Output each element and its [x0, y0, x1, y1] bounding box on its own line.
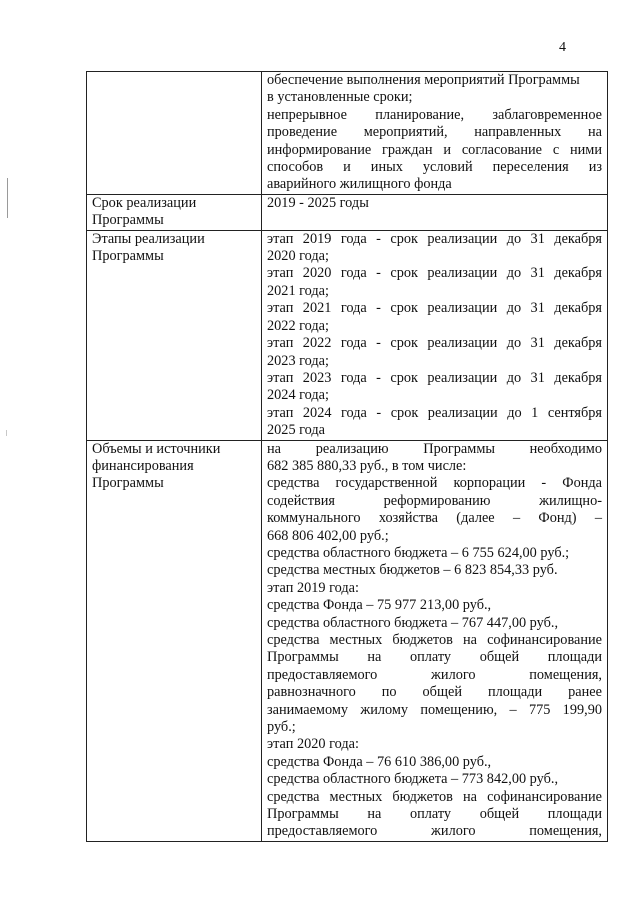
text-line: содействия реформированию жилищно-	[267, 492, 602, 509]
text-line: 2020 года;	[267, 248, 330, 265]
text-line: 682 385 880,33 руб., в том числе:	[267, 457, 467, 474]
text-line: проведение мероприятий, направленных на	[267, 124, 602, 141]
row-label: Срок реализации Программы	[92, 194, 197, 229]
row-label-cell	[87, 72, 262, 195]
text-line: на реализацию Программы необходимо	[267, 440, 602, 457]
text-line: этап 2022 года - срок реализации до 31 декабря	[267, 335, 602, 352]
text-line: обеспечение выполнения мероприятий Программы	[267, 72, 580, 88]
text-line: средства местных бюджетов на софинансирование	[267, 788, 602, 805]
row-label-cell	[87, 194, 262, 230]
text-line: руб.;	[267, 719, 296, 736]
text-line: 668 806 402,00 руб.;	[267, 527, 389, 544]
text-line: средства Фонда – 76 610 386,00 руб.,	[267, 753, 492, 770]
table-row	[87, 230, 608, 440]
text-line: занимаемому жилому помещению, – 775 199,90	[267, 701, 602, 718]
text-line: в установленные сроки;	[267, 89, 413, 106]
text-line: средства местных бюджетов – 6 823 854,33 руб.	[267, 562, 558, 579]
text-line: предоставляемого жилого помещения,	[267, 823, 602, 840]
row-value-cell	[262, 230, 608, 440]
scan-margin-mark	[7, 178, 8, 218]
text-line: равнозначного по общей площади ранее	[267, 684, 602, 701]
row-value-cell	[262, 440, 608, 841]
table-row	[87, 194, 608, 230]
text-line: средства областного бюджета – 6 755 624,00 руб.;	[267, 544, 570, 561]
text-line: этап 2020 года - срок реализации до 31 декабря	[267, 265, 602, 282]
row-label-cell	[87, 440, 262, 841]
row-label-cell	[87, 230, 262, 440]
text-line: способов и иных условий переселения из	[267, 159, 602, 176]
text-line: этап 2023 года - срок реализации до 31 декабря	[267, 369, 602, 386]
row-label: Объемы и источники финансирования Программы	[92, 440, 221, 492]
text-line: этап 2021 года - срок реализации до 31 декабря	[267, 300, 602, 317]
text-line: этап 2020 года:	[267, 736, 359, 753]
table-row	[87, 72, 608, 195]
text-line: 2019 - 2025 годы	[267, 194, 369, 211]
text-line: 2021 года;	[267, 282, 330, 299]
program-passport-table	[86, 71, 608, 842]
text-line: этап 2019 года - срок реализации до 31 декабря	[267, 230, 602, 247]
text-line: предоставляемого жилого помещения,	[267, 666, 602, 683]
text-line: средства областного бюджета – 773 842,00 руб.,	[267, 771, 559, 788]
text-line: средства Фонда – 75 977 213,00 руб.,	[267, 597, 492, 614]
text-line: 2022 года;	[267, 317, 330, 334]
text-line: аварийного жилищного фонда	[267, 176, 452, 193]
row-label: Этапы реализации Программы	[92, 230, 205, 265]
text-line: коммунального хозяйства (далее – Фонд) –	[267, 510, 602, 527]
table-row	[87, 440, 608, 841]
text-line: непрерывное планирование, заблаговременное	[267, 106, 602, 123]
text-line: 2024 года;	[267, 387, 330, 404]
text-line: 2023 года;	[267, 352, 330, 369]
text-line: Программы на оплату общей площади	[267, 806, 602, 823]
row-value-cell	[262, 72, 608, 195]
row-value-cell	[262, 194, 608, 230]
text-line: средства областного бюджета – 767 447,00 руб.,	[267, 614, 559, 631]
page-number: 4	[559, 40, 566, 55]
text-line: этап 2019 года:	[267, 579, 359, 596]
scan-margin-mark	[6, 430, 7, 436]
text-line: 2025 года	[267, 422, 326, 439]
text-line: средства местных бюджетов на софинансирование	[267, 632, 602, 648]
text-line: Программы на оплату общей площади	[267, 649, 602, 666]
text-line: информирование граждан и согласование с ними	[267, 141, 602, 158]
text-line: средства государственной корпорации - Фонда	[267, 475, 602, 492]
text-line: этап 2024 года - срок реализации до 1 сентября	[267, 404, 602, 421]
